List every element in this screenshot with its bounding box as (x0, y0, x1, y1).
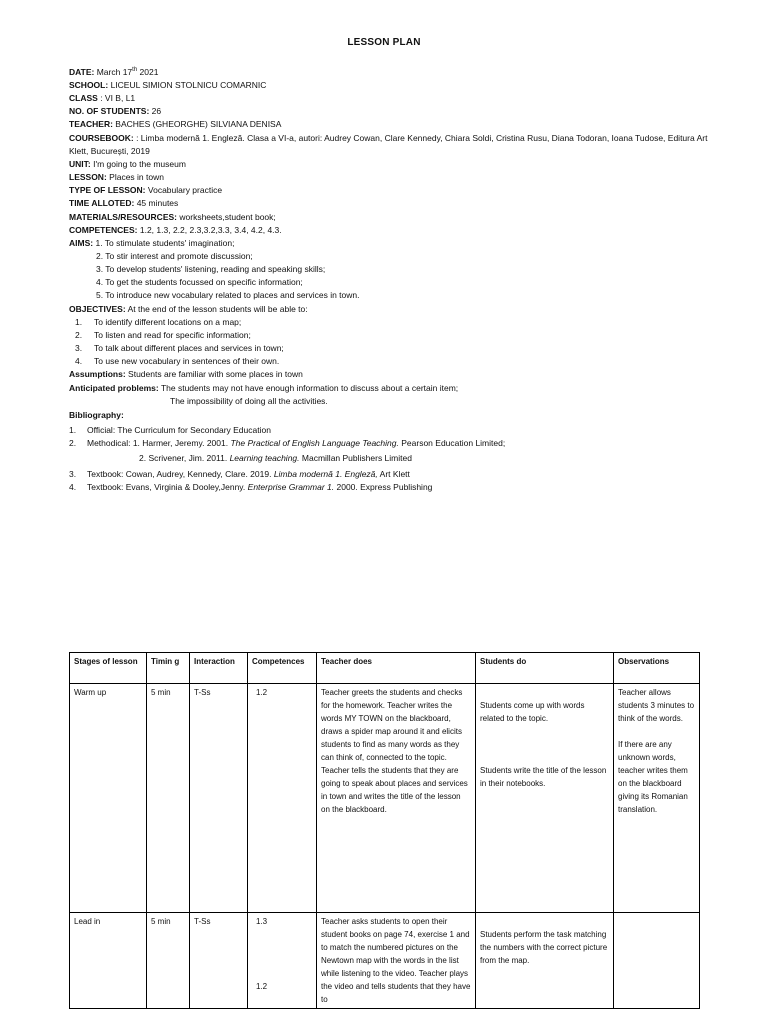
class-line (69, 92, 709, 105)
coursebook-label: COURSEBOOK: (69, 132, 134, 143)
teacher-cell: Teacher greets the students and checks for the homework. Teacher writes the words MY TOWN on the blackboard, draws a spider map around it and elicits students to find as many words as they can think of, connected to the topic. Teacher tells the students that they are going to speak about places and services in town and writes the title of the lesson on the blackboard. (317, 684, 476, 913)
competences-label: COMPETENCES: (69, 224, 138, 235)
observation-text: Teacher allows students 3 minutes to think of the words. (618, 688, 695, 723)
column-header: Stages of lesson (70, 653, 147, 684)
aim-item: 2. To stir interest and promote discussion; (96, 251, 253, 262)
bibliography-publisher: Macmillan Publishers Limited (301, 453, 412, 464)
students-value: 26 (151, 106, 162, 117)
problems-value: The students may not have enough information to discuss about a certain item; (160, 382, 459, 393)
students-cell (476, 684, 614, 913)
observations-cell (614, 684, 700, 913)
time-label: TIME ALLOTED: (69, 198, 135, 209)
date-label: DATE: (69, 66, 95, 77)
teacher-cell: Teacher asks students to open their student books on page 74, exercise 1 and to match the numbered pictures on the Newtown map with the words in the list while listening to the video. Teacher plays the video and tells students that they have to (317, 913, 476, 1009)
column-header: Interaction (190, 653, 248, 684)
column-header: Teacher does (317, 653, 476, 684)
objective-item (69, 316, 709, 329)
bibliography-book-title: Limba modernă 1. Engleză, (273, 468, 378, 479)
competence-cell: 1.2 (248, 684, 317, 913)
unit-label: UNIT: (69, 158, 91, 169)
type-label: TYPE OF LESSON: (69, 185, 146, 196)
lesson-label: LESSON: (69, 172, 107, 183)
interaction-cell: T-Ss (190, 684, 248, 913)
competence-value: 1.2 (256, 982, 268, 991)
aims-label: AIMS: (69, 237, 94, 248)
assumptions-line (69, 368, 709, 381)
bibliography-book-title: Enterprise Grammar 1. (247, 481, 335, 492)
bibliography-text: Methodical: 1. Harmer, Jeremy. 2001. (87, 438, 229, 449)
aim-item: 1. To stimulate students' imagination; (95, 237, 235, 248)
observations-cell (614, 913, 700, 1009)
bibliography-number: 4. (69, 481, 77, 492)
objective-text: To identify different locations on a map; (94, 316, 242, 327)
bibliography-item (69, 424, 709, 437)
coursebook-value: : Limba modernă 1. Engleză. Clasa a VI-a, autori: Audrey Cowan, Clare Kennedy, Chiara Soldi, Cristina Rusu, Diana Todoran, Ioana Tudose, Editura Art Klett, București, 2019 (69, 132, 708, 156)
students-line (69, 105, 709, 118)
objective-text: To talk about different places and services in town; (94, 343, 284, 354)
timing-cell: 5 min (147, 684, 190, 913)
problems-line (69, 382, 709, 395)
interaction-cell: T-Ss (190, 913, 248, 1009)
bibliography-item (69, 452, 709, 465)
objective-number: 2. (75, 329, 83, 340)
problems-label: Anticipated problems: (69, 382, 159, 393)
competence-cell (248, 913, 317, 1009)
objective-number: 1. (75, 316, 83, 327)
objective-item (69, 342, 709, 355)
objectives-label: OBJECTIVES: (69, 303, 126, 314)
materials-line (69, 211, 709, 224)
bibliography-item (69, 468, 709, 481)
students-cell (476, 913, 614, 1009)
materials-label: MATERIALS/RESOURCES: (69, 211, 177, 222)
class-value: : VI B, L1 (100, 93, 136, 104)
stage-cell: Lead in (70, 913, 147, 1009)
date-value: March 17 (96, 66, 133, 77)
objectives-intro: At the end of the lesson students will be able to: (127, 303, 308, 314)
aim-item: 4. To get the students focussed on specific information; (96, 277, 303, 288)
bibliography-number: 1. (69, 425, 77, 436)
unit-value: I'm going to the museum (93, 158, 186, 169)
stage-cell: Warm up (70, 684, 147, 913)
table-row (70, 913, 700, 1009)
aims-line (69, 237, 709, 250)
class-label: CLASS (69, 93, 98, 104)
observation-text: If there are any unknown words, teacher writes them on the blackboard giving its Romanian translation. (618, 740, 688, 814)
bibliography-item (69, 437, 709, 450)
teacher-line (69, 118, 709, 131)
bibliography-publisher: 2000. Express Publishing (336, 481, 433, 492)
objective-item (69, 355, 709, 368)
bibliography-book-title: The Practical of English Language Teaching. (230, 438, 399, 449)
students-activity: Students write the title of the lesson in their notebooks. (480, 766, 607, 788)
school-value: LICEUL SIMION STOLNICU COMARNIC (110, 79, 267, 90)
teacher-value: BACHES (GHEORGHE) SILVIANA DENISA (115, 119, 282, 130)
materials-value: worksheets,student book; (179, 211, 276, 222)
assumptions-value: Students are familiar with some places in town (128, 369, 303, 380)
objective-text: To listen and read for specific information; (94, 329, 251, 340)
teacher-label: TEACHER: (69, 119, 113, 130)
bibliography-item (69, 481, 709, 494)
objectives-line (69, 303, 709, 316)
unit-line (69, 158, 709, 171)
bibliography-text: 2. Scrivener, Jim. 2011. (139, 453, 228, 464)
bibliography-heading (69, 409, 709, 422)
lesson-details (69, 64, 709, 494)
aim-item: 5. To introduce new vocabulary related to places and services in town. (96, 290, 360, 301)
date-year: 2021 (139, 66, 159, 77)
lesson-value: Places in town (109, 172, 164, 183)
bibliography-text: Official: The Curriculum for Secondary Education (87, 425, 271, 436)
table-header-row (70, 653, 700, 684)
students-activity: Students perform the task matching the numbers with the correct picture from the map. (480, 930, 608, 965)
objective-text: To use new vocabulary in sentences of their own. (94, 356, 280, 367)
type-line (69, 184, 709, 197)
bibliography-text: Textbook: Cowan, Audrey, Kennedy, Clare. 2019. (87, 468, 272, 479)
bibliography-label: Bibliography: (69, 409, 124, 420)
bibliography-publisher: Pearson Education Limited; (401, 438, 506, 449)
school-label: SCHOOL: (69, 79, 109, 90)
lesson-stages-table (69, 652, 700, 1009)
type-value: Vocabulary practice (147, 185, 223, 196)
bibliography-book-title: Learning teaching. (229, 453, 300, 464)
page-title: LESSON PLAN (347, 37, 421, 48)
column-header: Students do (476, 653, 614, 684)
students-label: NO. OF STUDENTS: (69, 106, 150, 117)
competences-line (69, 224, 709, 237)
competences-value: 1.2, 1.3, 2.2, 2.3,3.2,3.3, 3.4, 4.2, 4.3. (139, 224, 282, 235)
aim-item: 3. To develop students' listening, reading and speaking skills; (96, 264, 326, 275)
students-activity: Students come up with words related to the topic. (480, 701, 585, 723)
assumptions-label: Assumptions: (69, 369, 126, 380)
table-row (70, 684, 700, 913)
competence-value: 1.3 (256, 917, 268, 926)
bibliography-number: 3. (69, 468, 77, 479)
column-header: Timin g (147, 653, 190, 684)
time-line (69, 197, 709, 210)
time-value: 45 minutes (136, 198, 179, 209)
bibliography-number: 2. (69, 438, 77, 449)
objective-number: 3. (75, 343, 83, 354)
objective-item (69, 329, 709, 342)
objective-number: 4. (75, 356, 83, 367)
problems-line-2: The impossibility of doing all the activities. (170, 395, 328, 406)
timing-cell: 5 min (147, 913, 190, 1009)
date-suffix: th (132, 67, 138, 73)
date-line (69, 64, 709, 79)
lesson-line (69, 171, 709, 184)
school-line (69, 79, 709, 92)
bibliography-publisher: Art Klett (379, 468, 410, 479)
column-header: Observations (614, 653, 700, 684)
coursebook-line (69, 132, 709, 158)
column-header: Competences (248, 653, 317, 684)
bibliography-text: Textbook: Evans, Virginia & Dooley,Jenny. (87, 481, 246, 492)
